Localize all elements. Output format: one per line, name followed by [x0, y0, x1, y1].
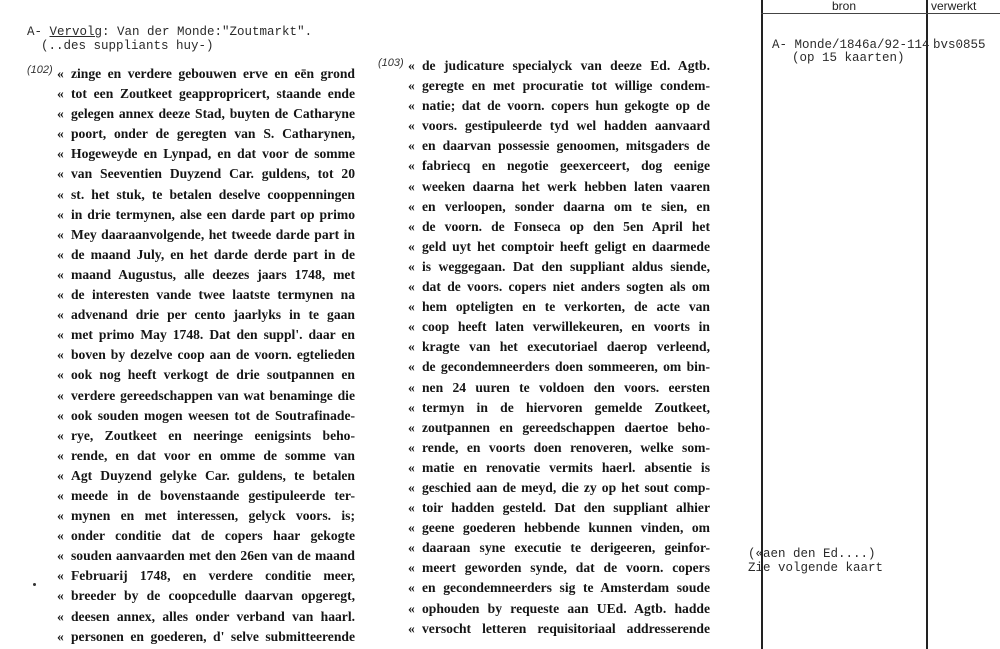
quote-mark-icon: « — [408, 620, 415, 636]
text-line-content: geregte en met procuratie tot willige condem- — [422, 78, 710, 94]
text-line-content: natie; dat de voorn. copers hun gekogte op de — [422, 98, 710, 114]
quote-mark-icon: « — [57, 287, 64, 303]
text-line-content: ophouden by requeste aan UEd. Agtb. hadde — [422, 600, 710, 616]
text-line — [408, 237, 710, 257]
quote-mark-icon: « — [408, 439, 415, 455]
text-line — [57, 365, 355, 385]
text-line — [408, 458, 710, 478]
text-line — [408, 156, 710, 176]
text-line — [408, 337, 710, 357]
quote-mark-icon: « — [57, 628, 64, 644]
quote-mark-icon: « — [408, 279, 415, 295]
text-line — [408, 357, 710, 377]
text-line-content: Agt Duyzend gelyke Car. guldens, te betalen — [71, 467, 355, 483]
text-line-content: boven by dezelve coop aan de voorn. egtelieden — [71, 347, 355, 363]
text-line-content: Februarij 1748, en verdere conditie meer, — [71, 568, 355, 584]
text-line — [57, 386, 355, 406]
text-line-content: breeder by de coopcedulle daarvan opgeregt, — [71, 588, 355, 604]
text-line-content: nen 24 uuren te voldoen den voors. eersten — [422, 379, 710, 395]
quote-mark-icon: « — [57, 407, 64, 423]
quote-mark-icon: « — [57, 447, 64, 463]
text-line-content: voors. gestipuleerde tyd wel hadden aanvaard — [422, 118, 710, 134]
text-line-content: in drie termynen, alse een darde part op primo — [71, 206, 355, 222]
quote-mark-icon: « — [408, 500, 415, 516]
quote-mark-icon: « — [57, 367, 64, 383]
text-line-content: rye, Zoutkeet en neeringe eenigsints beho- — [71, 427, 355, 443]
header-prefix: A- — [27, 25, 50, 39]
text-line — [408, 136, 710, 156]
text-line — [57, 325, 355, 345]
text-line-content: de gecondemneerders doen sommeeren, om bin- — [422, 359, 710, 375]
text-line — [57, 586, 355, 606]
text-line — [57, 546, 355, 566]
text-column-left — [57, 64, 355, 647]
quote-mark-icon: « — [57, 487, 64, 503]
text-line — [57, 466, 355, 486]
text-line-content: ook souden mogen weesen tot de Soutrafinade- — [71, 407, 355, 423]
text-line — [408, 177, 710, 197]
text-line-content: tot een Zoutkeet geappropricert, staande ende — [71, 86, 355, 102]
text-line — [408, 478, 710, 498]
continuation-note: («aen den Ed....) — [748, 547, 876, 561]
text-line — [57, 607, 355, 627]
text-line — [57, 164, 355, 184]
quote-mark-icon: « — [57, 327, 64, 343]
quote-mark-icon: « — [408, 479, 415, 495]
quote-mark-icon: « — [57, 166, 64, 182]
text-line — [57, 486, 355, 506]
text-line-content: hem opteligten en te verkorten, de acte van — [422, 299, 710, 315]
text-line-content: verdere gereedschappen van wat benaminge die — [71, 387, 355, 403]
text-line — [57, 185, 355, 205]
see-next-card-note: Zie volgende kaart — [748, 561, 884, 575]
quote-mark-icon: « — [408, 560, 415, 576]
text-line — [57, 64, 355, 84]
text-line — [408, 76, 710, 96]
text-line-content: meede in de bovenstaande gestipuleerde ter- — [71, 487, 355, 503]
quote-mark-icon: « — [408, 238, 415, 254]
text-line-content: souden aanvaarden met den 26en van de maand — [71, 548, 355, 564]
text-line — [57, 205, 355, 225]
text-line-content: zoutpannen en gereedschappen daertoe beho- — [422, 419, 710, 435]
quote-mark-icon: « — [408, 138, 415, 154]
quote-mark-icon: « — [57, 186, 64, 202]
quote-mark-icon: « — [57, 548, 64, 564]
text-line — [57, 345, 355, 365]
text-line-content: de voorn. de Fonseca op den 5en April het — [422, 218, 710, 234]
text-line-content: deesen annex, alles onder verband van haarl. — [71, 608, 355, 624]
text-line — [408, 619, 710, 639]
text-line — [57, 245, 355, 265]
text-line-content: dat de voors. copers niet anders sogten als om — [422, 279, 710, 295]
text-line-content: de maand July, en het darde derde part in de — [71, 246, 355, 262]
text-line — [57, 627, 355, 647]
text-line — [408, 116, 710, 136]
text-line-content: is weggegaan. Dat den suppliant aldus siende, — [422, 258, 710, 274]
table-header-rule — [761, 13, 1000, 14]
text-line-content: coop heeft laten verwillekeuren, en voorts in — [422, 319, 710, 335]
quote-mark-icon: « — [57, 347, 64, 363]
quote-mark-icon: « — [408, 98, 415, 114]
quote-mark-icon: « — [57, 467, 64, 483]
quote-mark-icon: « — [408, 218, 415, 234]
quote-mark-icon: « — [57, 387, 64, 403]
text-line-content: geene goederen hebbende kunnen vinden, om — [422, 520, 710, 536]
quote-mark-icon: « — [408, 319, 415, 335]
text-line — [57, 566, 355, 586]
text-line-content: personen en goederen, d' selve submitteerende — [71, 628, 355, 644]
quote-mark-icon: « — [408, 299, 415, 315]
quote-mark-icon: « — [57, 86, 64, 102]
text-line-content: versocht letteren requisitoriaal addresserende — [422, 620, 710, 636]
quote-mark-icon: « — [408, 178, 415, 194]
text-line-content: onder conditie dat de copers haar gekogte — [71, 528, 355, 544]
quote-mark-icon: « — [408, 118, 415, 134]
header-subtitle: (..des suppliants huy-) — [41, 39, 214, 53]
text-line — [408, 378, 710, 398]
text-line — [57, 265, 355, 285]
text-line-content: daaraan syne executie te derigeeren, geinfor- — [422, 540, 710, 556]
text-line — [408, 498, 710, 518]
text-line-content: mynen en met interessen, gelyck voors. is; — [71, 508, 355, 524]
text-line — [408, 418, 710, 438]
text-line-content: fabriecq en negotie geexerceert, dog eenige — [422, 158, 710, 174]
text-line — [57, 104, 355, 124]
text-line-content: geschied aan de meyd, die zy op het sout comp- — [422, 479, 710, 495]
processed-id: bvs0855 — [933, 38, 986, 52]
header-label-vervolg: Vervolg — [49, 25, 103, 39]
text-line-content: met primo May 1748. Dat den suppl'. daar en — [71, 327, 355, 343]
quote-mark-icon: « — [408, 379, 415, 395]
quote-mark-icon: « — [57, 508, 64, 524]
source-card-count: (op 15 kaarten) — [792, 51, 905, 65]
quote-mark-icon: « — [408, 58, 415, 73]
text-line — [408, 217, 710, 237]
stray-dot — [33, 583, 36, 586]
text-line — [408, 277, 710, 297]
quote-mark-icon: « — [408, 359, 415, 375]
quote-mark-icon: « — [57, 528, 64, 544]
quote-mark-icon: « — [408, 258, 415, 274]
card-header — [27, 25, 312, 40]
quote-mark-icon: « — [57, 106, 64, 122]
text-line — [408, 257, 710, 277]
source-reference: A- Monde/1846a/92-114 — [772, 38, 930, 52]
quote-mark-icon: « — [408, 419, 415, 435]
text-line — [408, 297, 710, 317]
quote-mark-icon: « — [57, 246, 64, 262]
quote-mark-icon: « — [408, 158, 415, 174]
text-line — [57, 406, 355, 426]
quote-mark-icon: « — [57, 568, 64, 584]
quote-mark-icon: « — [408, 520, 415, 536]
text-line-content: meert geworden synde, dat de voorn. copers — [422, 560, 710, 576]
text-line-content: maand Augustus, alle deezes jaars 1748, met — [71, 266, 355, 282]
column-header-verwerkt: verwerkt — [931, 0, 977, 13]
text-line-content: en verloopen, sonder daarna om te sien, en — [422, 198, 710, 214]
table-divider-middle — [926, 0, 928, 649]
text-line — [408, 538, 710, 558]
text-line — [408, 317, 710, 337]
text-line-content: en gecondemneerders sig te Amsterdam soude — [422, 580, 710, 596]
quote-mark-icon: « — [57, 126, 64, 142]
quote-mark-icon: « — [57, 226, 64, 242]
text-line-content: gelegen annex deeze Stad, buyten de Catharyne — [71, 106, 355, 122]
text-line — [408, 197, 710, 217]
column-header-bron: bron — [832, 0, 857, 13]
text-line-content: kragte van het executoriael daerop verleend, — [422, 339, 710, 355]
text-line-content: poort, onder de geregten van S. Catharynen, — [71, 126, 355, 142]
text-line — [57, 144, 355, 164]
text-line-content: en daarvan possessie genoomen, mitsgaders de — [422, 138, 710, 154]
text-line-content: st. het stuk, te betalen deselve cooppenningen — [71, 186, 355, 202]
quote-mark-icon: « — [57, 146, 64, 162]
text-line-content: advenand drie per cento jaarlyks in te gaan — [71, 307, 355, 323]
quote-mark-icon: « — [57, 266, 64, 282]
quote-mark-icon: « — [57, 608, 64, 624]
text-line-content: weeken daarna het werk hebben laten vaaren — [422, 178, 710, 194]
text-line — [57, 84, 355, 104]
text-line — [408, 398, 710, 418]
text-line — [408, 558, 710, 578]
text-line-content: matie en renovatie vermits haerl. absentie is — [422, 459, 710, 475]
quote-mark-icon: « — [408, 459, 415, 475]
text-line-content: ook nog heeft verkogt de drie soutpannen en — [71, 367, 355, 383]
quote-mark-icon: « — [408, 399, 415, 415]
text-line-content: rende, en dat voor en omme de somme van — [71, 447, 355, 463]
page-number-left: (102) — [27, 64, 53, 76]
text-line — [408, 438, 710, 458]
text-line-content: Hogeweyde en Lynpad, en dat voor de somme — [71, 146, 355, 162]
text-line — [57, 506, 355, 526]
text-line-content: de interesten vande twee laatste termynen na — [71, 287, 355, 303]
quote-mark-icon: « — [408, 580, 415, 596]
quote-mark-icon: « — [408, 600, 415, 616]
text-line — [408, 56, 710, 76]
text-line — [57, 526, 355, 546]
text-line — [57, 124, 355, 144]
text-line — [408, 518, 710, 538]
text-line — [408, 578, 710, 598]
text-line-content: de judicature specialyck van deeze Ed. Agtb. — [422, 58, 710, 73]
quote-mark-icon: « — [408, 540, 415, 556]
quote-mark-icon: « — [57, 206, 64, 222]
text-line — [57, 225, 355, 245]
text-line — [57, 305, 355, 325]
text-line-content: termyn in de hiervoren gemelde Zoutkeet, — [422, 399, 710, 415]
text-line-content: van Seeventien Duyzend Car. guldens, tot 20 — [71, 166, 355, 182]
quote-mark-icon: « — [57, 307, 64, 323]
quote-mark-icon: « — [408, 78, 415, 94]
text-line — [408, 96, 710, 116]
text-line-content: zinge en verdere gebouwen erve en eēn grond — [71, 66, 355, 81]
text-line — [408, 599, 710, 619]
header-title: : Van der Monde:"Zoutmarkt". — [102, 25, 313, 39]
text-line — [57, 426, 355, 446]
text-line-content: rende, en voorts doen renoveren, welke som- — [422, 439, 710, 455]
quote-mark-icon: « — [57, 588, 64, 604]
page-number-right: (103) — [378, 57, 404, 69]
quote-mark-icon: « — [408, 198, 415, 214]
text-line-content: toir hadden gesteld. Dat den suppliant alhier — [422, 500, 710, 516]
text-line-content: Mey daaraanvolgende, het tweede darde part in — [71, 226, 355, 242]
quote-mark-icon: « — [408, 339, 415, 355]
text-line-content: geld uyt het comptoir heeft geligt en daarmede — [422, 238, 710, 254]
text-line — [57, 285, 355, 305]
text-column-right — [408, 56, 710, 639]
quote-mark-icon: « — [57, 66, 64, 81]
quote-mark-icon: « — [57, 427, 64, 443]
text-line — [57, 446, 355, 466]
